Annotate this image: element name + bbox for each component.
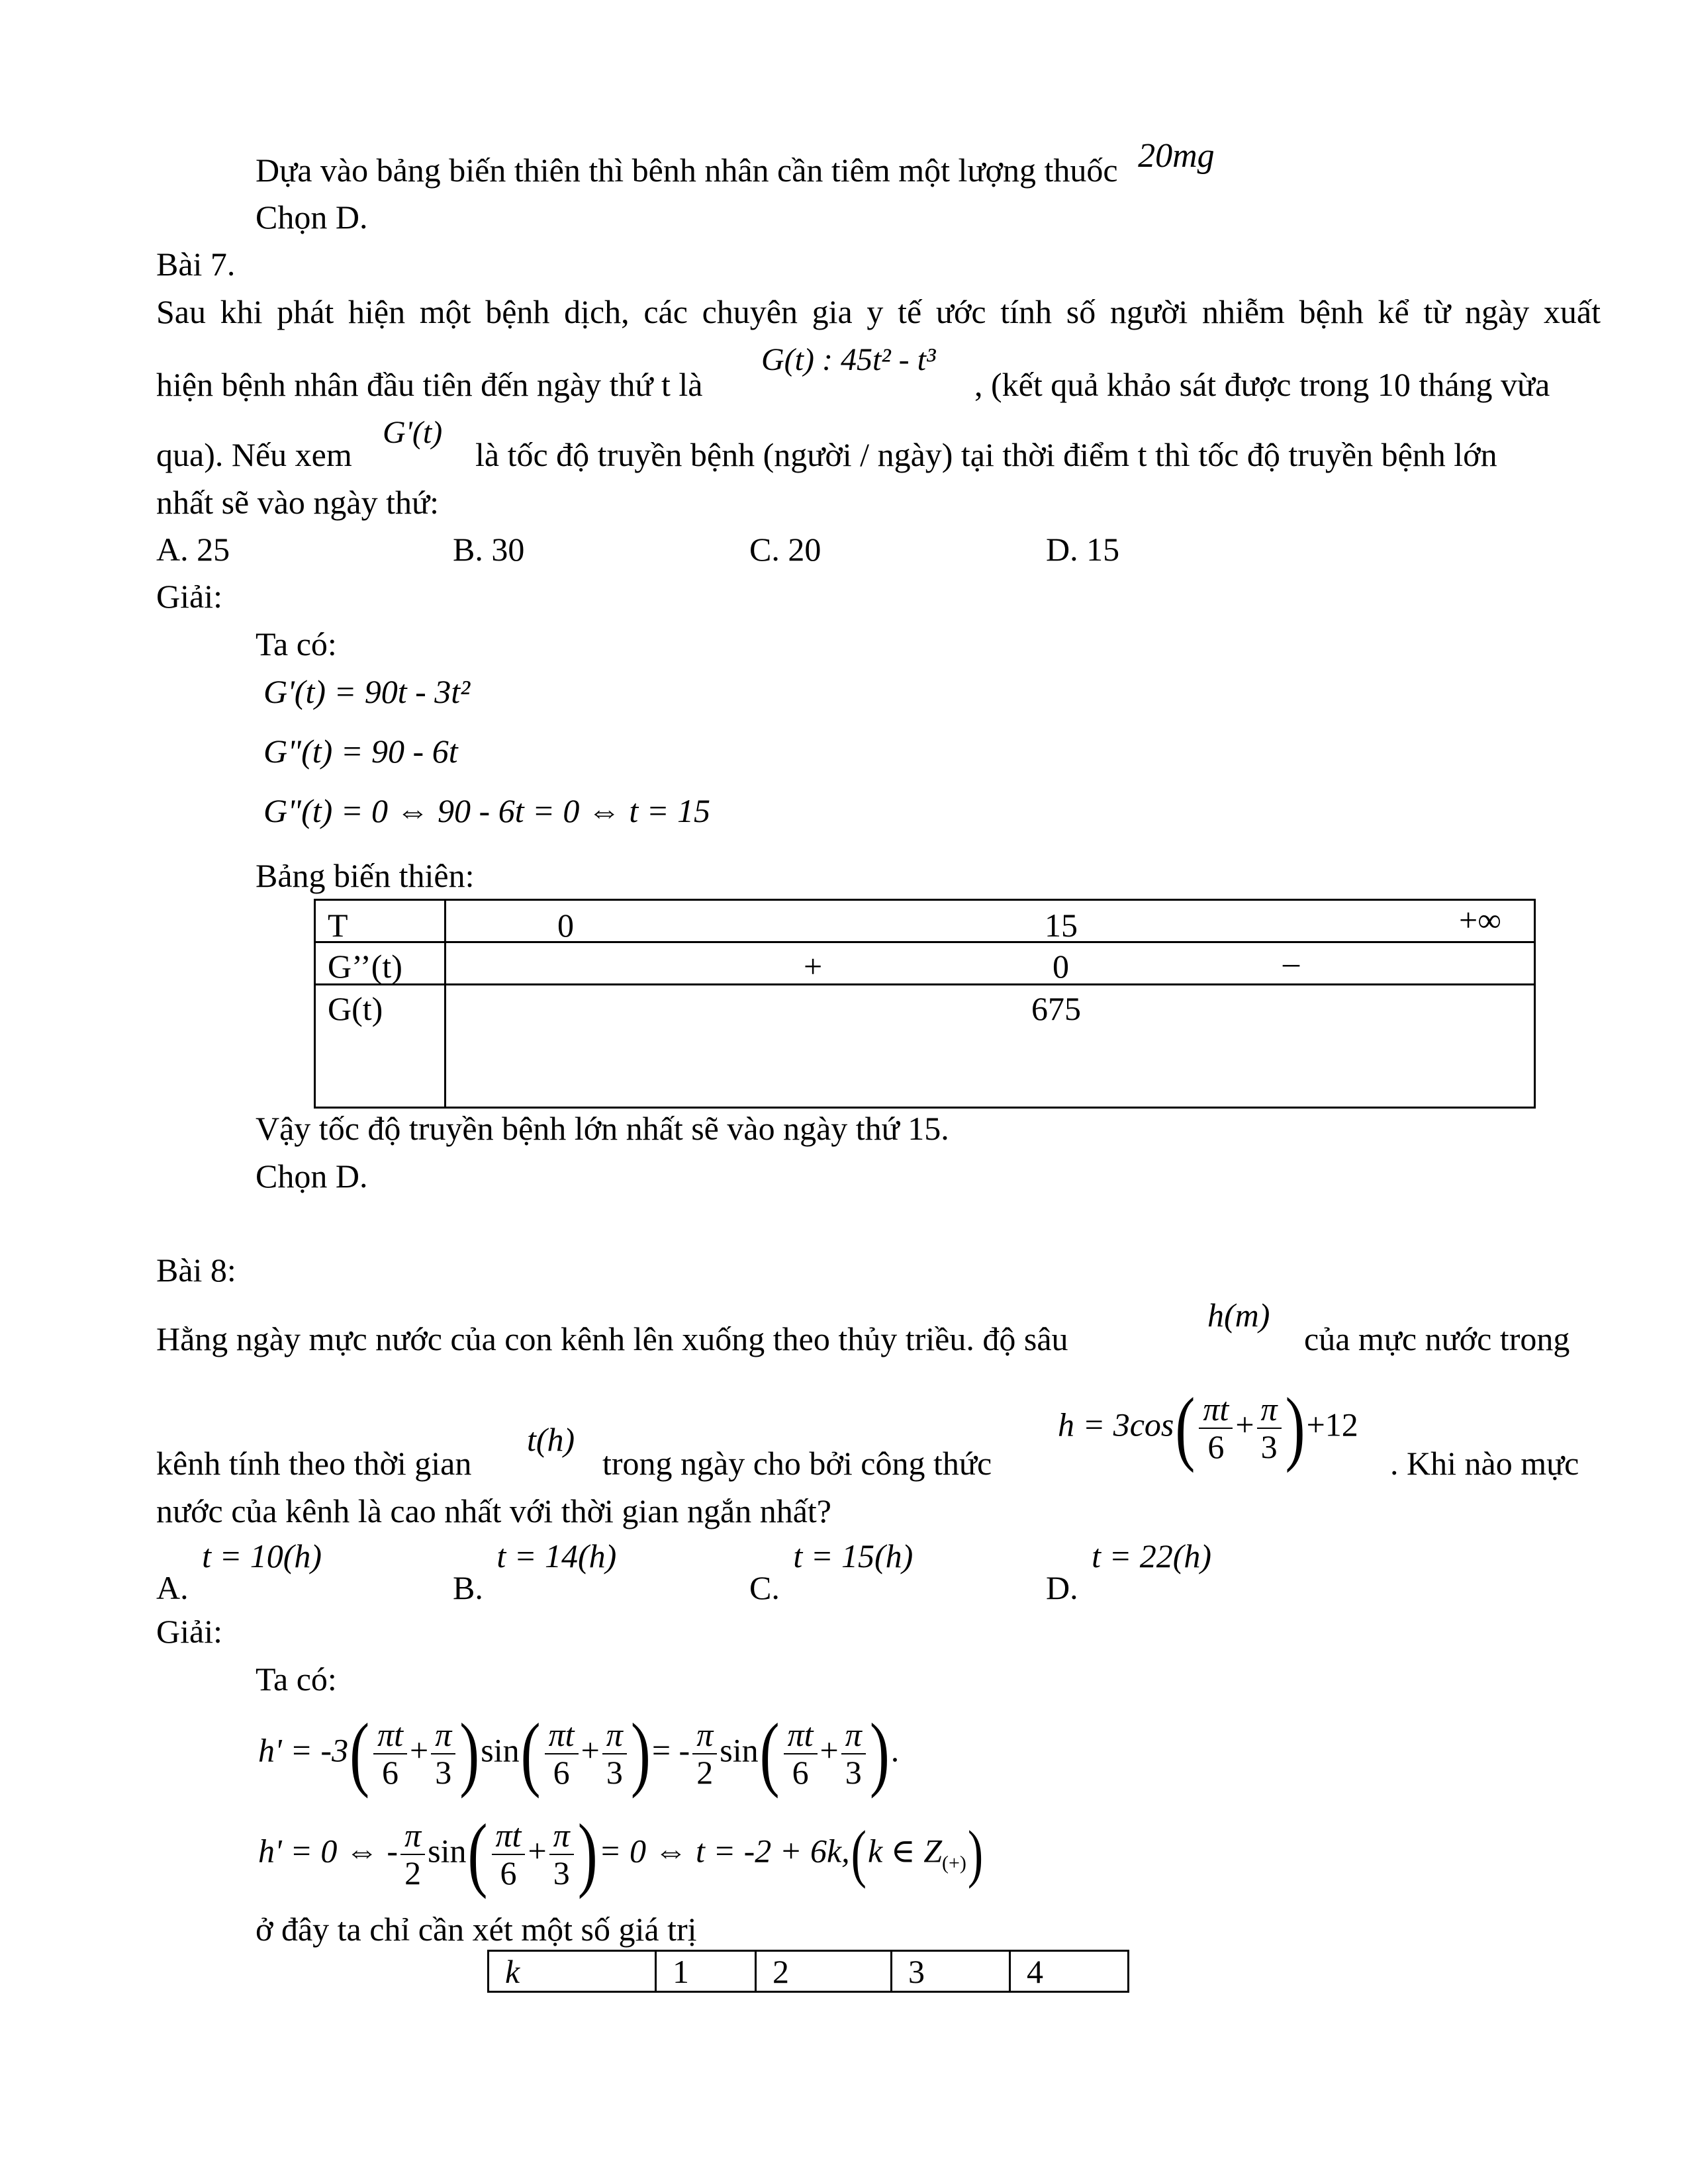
bai7-option-b: B. 30 [453, 531, 525, 568]
dose-sentence [256, 137, 1215, 189]
dose-sentence-text: Dựa vào bảng biến thiên thì bênh nhân cần tiêm một lượng thuốc [256, 152, 1118, 189]
bai8-note: ở đây ta chỉ cần xét một số giá trị [256, 1911, 697, 1948]
water-level-formula: h = 3cos( $\frac{\pi t}{6}$ + $\frac{\pi}{3}$ )+12 [1058, 1382, 1358, 1474]
bai7-eq-critical-point: G"(t) = 0 ⇔ 90 - 6t = 0 ⇔ t = 15 [263, 792, 710, 829]
time-symbol: t(h) [527, 1421, 575, 1458]
table-cell: G’’(t) [315, 942, 445, 985]
bai7-question-line2-end: , (kết quả khảo sát được trong 10 tháng vừa [974, 366, 1550, 403]
bai7-option-c: C. 20 [749, 531, 821, 568]
bai8-zero-equation: h' = 0 ⇔ - $\frac{\pi}{2}$ sin( $\frac{\pi t}{6}$ + $\frac{\pi}{3}$ )= 0 ⇔ t = -2 + 6k,(k ∈ $Z_{(+)}$) [258, 1808, 984, 1900]
table-cell: T [315, 900, 445, 942]
table-cell: 4 [1010, 1951, 1129, 1992]
k-values-table [487, 1950, 1129, 1993]
bai7-variation-table-label: Bảng biến thiên: [256, 857, 475, 894]
table-cell: + 0 – [445, 942, 1535, 985]
bai8-solution-label: Giải: [156, 1613, 222, 1650]
bai8-option-d: D. t = 22(h) [1046, 1537, 1212, 1606]
bai7-question-line2-start: hiện bệnh nhân đầu tiên đến ngày thứ t là [156, 366, 703, 403]
bai7-choice: Chọn D. [256, 1158, 368, 1195]
bai7-question-line1: Sau khi phát hiện một bệnh dịch, các chuyên gia y tế ước tính số người nhiễm bệnh kể từ ngày xuất [156, 293, 1601, 330]
table-cell: G(t) [315, 985, 445, 1108]
bai7-eq-first-derivative: G'(t) = 90t - 3t² [263, 673, 471, 710]
bai8-title: Bài 8: [156, 1251, 236, 1289]
bai8-question-line3: nước của kênh là cao nhất với thời gian ngắn nhất? [156, 1492, 831, 1529]
table-row [315, 942, 1535, 985]
depth-symbol: h(m) [1207, 1297, 1270, 1334]
bai8-derivative-equation: h' = -3( $\frac{\pi t}{6}$ + $\frac{\pi}{3}$ )sin( $\frac{\pi t}{6}$ + $\frac{\pi}{3}$ )= - $\frac{\pi}{2}$ sin( $\frac{\pi t}{6}$ + $\frac{\pi}{3}$ ). [258, 1707, 900, 1799]
table-row [315, 900, 1535, 942]
dose-value: 20mg [1138, 137, 1215, 175]
bai7-taco: Ta có: [256, 625, 337, 662]
bai8-option-b: B. t = 14(h) [453, 1537, 617, 1606]
bai7-question-line4: nhất sẽ vào ngày thứ: [156, 484, 440, 521]
choice-prev: Chọn D. [256, 199, 368, 236]
table-row [315, 985, 1535, 1108]
bai7-title: Bài 7. [156, 246, 236, 283]
table-cell: 1 [656, 1951, 756, 1992]
table-cell: 3 [892, 1951, 1010, 1992]
bai7-solution-label: Giải: [156, 578, 222, 615]
bai8-question-line2-start: kênh tính theo thời gian [156, 1445, 472, 1482]
table-cell: 675 [445, 985, 1535, 1108]
bai8-question-line1-end: của mực nước trong [1304, 1320, 1570, 1357]
table-cell: k [489, 1951, 656, 1992]
g-prime-symbol: G'(t) [383, 415, 443, 450]
bai8-option-c: C. t = 15(h) [749, 1537, 914, 1606]
bai8-taco: Ta có: [256, 1661, 337, 1698]
bai7-conclusion: Vậy tốc độ truyền bệnh lớn nhất sẽ vào ngày thứ 15. [256, 1110, 949, 1147]
bai8-question-line2-end: . Khi nào mực [1390, 1445, 1579, 1482]
bai8-option-a: A. t = 10(h) [156, 1537, 322, 1606]
variation-table [314, 899, 1536, 1109]
table-cell: 2 [756, 1951, 892, 1992]
bai7-question-line3-start: qua). Nếu xem [156, 436, 352, 473]
table-row [489, 1951, 1129, 1992]
table-cell: 0 15 +∞ [445, 900, 1535, 942]
bai7-eq-second-derivative: G"(t) = 90 - 6t [263, 733, 458, 770]
bai8-question-line1-start: Hằng ngày mực nước của con kênh lên xuống theo thủy triều. độ sâu [156, 1320, 1068, 1357]
bai7-option-d: D. 15 [1046, 531, 1120, 568]
bai7-option-a: A. 25 [156, 531, 230, 568]
bai8-question-line2-mid: trong ngày cho bởi công thức [602, 1445, 992, 1482]
growth-formula: G(t) : 45t² - t³ [761, 342, 936, 377]
bai7-question-line3-end: là tốc độ truyền bệnh (người / ngày) tại thời điểm t thì tốc độ truyền bệnh lớn [475, 436, 1497, 473]
